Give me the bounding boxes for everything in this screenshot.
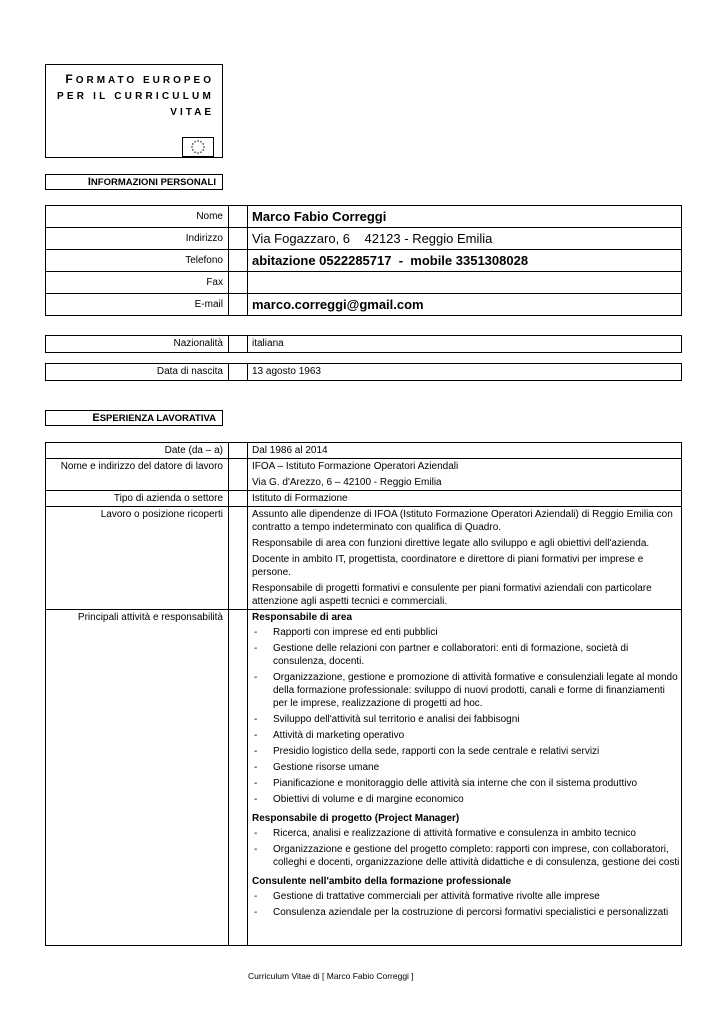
section-experience-cap: E (92, 412, 100, 424)
section-experience-rest: SPERIENZA LAVORATIVA (99, 413, 216, 424)
birth-value: 13 agosto 1963 (248, 364, 682, 381)
name-label: Nome (46, 206, 229, 228)
activities-value (248, 610, 682, 946)
list-item: - Gestione delle relazioni con partner e collaboratori: enti di formazione, società di consulenza, docenti. (252, 642, 681, 668)
cv-title-line-1-text: ORMATO EUROPEO (75, 75, 214, 86)
list-item: - Gestione risorse umane (252, 761, 681, 774)
nationality-value: italiana (248, 336, 682, 353)
dates-value: Dal 1986 al 2014 (248, 443, 682, 459)
page-footer: Curriculum Vitae di [ Marco Fabio Correggi ] (248, 971, 414, 981)
group-list (252, 827, 681, 869)
list-item: - Organizzazione, gestione e promozione di attività formative e consulenziali legate al mondo della formazione professionale: sviluppo di nuovi prodotti, canali e forme di finanziamenti per le imprese, realizzazione di progetti ad hoc. (252, 671, 681, 710)
role-line: Assunto alle dipendenze di IFOA (Istituto Formazione Operatori Aziendali) di Reggio Emilia con contratto a tempo indeterminato con qualifica di Quadro. (252, 509, 673, 533)
employer-name: IFOA – Istituto Formazione Operatori Aziendali (252, 461, 459, 472)
group-list (252, 890, 681, 919)
personal-info-table (45, 205, 682, 316)
employer-label: Nome e indirizzo del datore di lavoro (46, 459, 229, 491)
email-value: marco.correggi@gmail.com (248, 294, 682, 316)
activities-label: Principali attività e responsabilità (46, 610, 229, 946)
list-item: - Rapporti con imprese ed enti pubblici (252, 626, 681, 639)
cv-title-line-2: PER IL CURRICULUM (57, 91, 214, 102)
cv-title (57, 71, 214, 121)
eu-flag-icon (182, 137, 214, 157)
employer-address: Via G. d'Arezzo, 6 – 42100 - Reggio Emilia (252, 477, 442, 488)
email-label: E-mail (46, 294, 229, 316)
list-item: - Consulenza aziendale per la costruzione di percorsi formativi specialistici e personalizzati (252, 906, 681, 919)
sector-value: Istituto di Formazione (248, 491, 682, 507)
group-title: Responsabile di progetto (Project Manager) (252, 813, 460, 824)
phone-value: abitazione 0522285717 - mobile 3351308028 (248, 250, 682, 272)
dates-label: Date (da – a) (46, 443, 229, 459)
nationality-label: Nazionalità (46, 336, 229, 353)
section-heading-personal (45, 174, 223, 190)
fax-value (248, 272, 682, 294)
row-sector (46, 491, 682, 507)
list-item: - Presidio logistico della sede, rapporti con la sede centrale e relativi servizi (252, 745, 681, 758)
name-value: Marco Fabio Correggi (248, 206, 682, 228)
role-value (248, 507, 682, 610)
experience-table (45, 442, 682, 946)
section-heading-experience (45, 410, 223, 426)
address-label: Indirizzo (46, 228, 229, 250)
cv-title-line-3: VITAE (170, 107, 214, 118)
section-personal-cap: I (87, 176, 91, 188)
group-title: Consulente nell'ambito della formazione professionale (252, 876, 512, 887)
role-label: Lavoro o posizione ricoperti (46, 507, 229, 610)
address-value: Via Fogazzaro, 6 42123 - Reggio Emilia (248, 228, 682, 250)
phone-label: Telefono (46, 250, 229, 272)
row-employer (46, 459, 682, 491)
birthdate-table (45, 363, 682, 381)
role-line: Responsabile di area con funzioni direttive legate allo sviluppo e agli obiettivi dell'azienda. (252, 538, 650, 549)
list-item: - Sviluppo dell'attività sul territorio e analisi dei fabbisogni (252, 713, 681, 726)
list-item: - Obiettivi di volume e di margine economico (252, 793, 681, 806)
employer-value (248, 459, 682, 491)
sector-label: Tipo di azienda o settore (46, 491, 229, 507)
row-fax (46, 272, 682, 294)
row-address (46, 228, 682, 250)
row-email (46, 294, 682, 316)
cv-title-line-1: FORMATO EUROPEO (65, 72, 214, 86)
section-personal-rest: NFORMAZIONI PERSONALI (90, 177, 216, 188)
nationality-table (45, 335, 682, 353)
list-item: - Ricerca, analisi e realizzazione di attività formative e consulenza in ambito tecnico (252, 827, 681, 840)
role-line: Responsabile di progetti formativi e consulente per piani formativi aziendali con particolare attenzione agli aspetti tecnici e commerciali. (252, 583, 652, 607)
fax-label: Fax (46, 272, 229, 294)
group-list (252, 626, 681, 806)
group-title: Responsabile di area (252, 612, 353, 623)
cv-title-box (45, 64, 223, 158)
row-name (46, 206, 682, 228)
birth-label: Data di nascita (46, 364, 229, 381)
row-dates (46, 443, 682, 459)
row-activities (46, 610, 682, 946)
list-item: - Gestione di trattative commerciali per attività formative rivolte alle imprese (252, 890, 681, 903)
row-role (46, 507, 682, 610)
list-item: - Pianificazione e monitoraggio delle attività sia interne che con il sistema produttivo (252, 777, 681, 790)
list-item: - Organizzazione e gestione del progetto completo: rapporti con imprese, con collaboratori, colleghi e docenti, organizzazione delle attività didattiche e di consulenza, gestione dei costi (252, 843, 681, 869)
row-phone (46, 250, 682, 272)
list-item: - Attività di marketing operativo (252, 729, 681, 742)
role-line: Docente in ambito IT, progettista, coordinatore e direttore di piani formativi per imprese e persone. (252, 554, 644, 578)
